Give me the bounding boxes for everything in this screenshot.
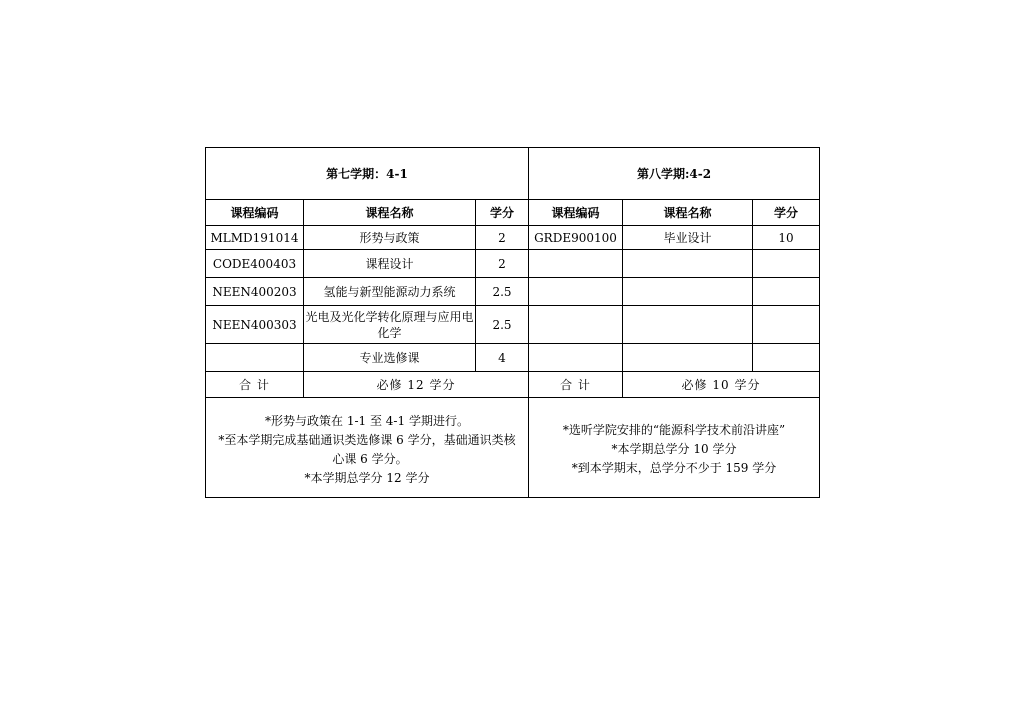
semester-7-notes (206, 398, 529, 498)
total-label: 合 计 (529, 372, 623, 398)
notes-row (206, 398, 820, 498)
course-credit: 4 (476, 344, 529, 372)
note-line: *选听学院安排的“能源科学技术前沿讲座” (562, 423, 786, 437)
col-header-name: 课程名称 (304, 200, 476, 226)
course-name (623, 344, 753, 372)
course-credit: 2.5 (476, 278, 529, 306)
course-name (623, 306, 753, 344)
semester-title-row (206, 148, 820, 200)
course-name: 毕业设计 (623, 226, 753, 250)
course-name: 课程设计 (304, 250, 476, 278)
total-label: 合 计 (206, 372, 304, 398)
course-name: 光电及光化学转化原理与应用电化学 (304, 306, 476, 344)
course-credit (753, 250, 820, 278)
course-credit (753, 306, 820, 344)
course-credit: 2.5 (476, 306, 529, 344)
table-row (206, 306, 820, 344)
col-header-name: 课程名称 (623, 200, 753, 226)
course-name: 形势与政策 (304, 226, 476, 250)
course-name (623, 278, 753, 306)
course-name: 专业选修课 (304, 344, 476, 372)
course-code (529, 344, 623, 372)
total-row (206, 372, 820, 398)
table-row (206, 344, 820, 372)
course-code: NEEN400203 (206, 278, 304, 306)
total-value: 必修 12 学分 (304, 372, 529, 398)
course-code (206, 344, 304, 372)
note-line: *到本学期末，总学分不少于 159 学分 (571, 461, 777, 475)
semester-8-notes (529, 398, 820, 498)
course-credit (753, 278, 820, 306)
course-code: MLMD191014 (206, 226, 304, 250)
course-credit (753, 344, 820, 372)
course-code (529, 306, 623, 344)
table-row (206, 226, 820, 250)
course-credit: 2 (476, 250, 529, 278)
note-line: *本学期总学分 12 学分 (304, 470, 430, 485)
col-header-credit: 学分 (476, 200, 529, 226)
note-line: *至本学期完成基础通识类选修课 6 学分，基础通识类核 (218, 432, 516, 447)
semester-8-title: 第八学期:4-2 (529, 148, 820, 200)
note-line: *本学期总学分 10 学分 (611, 442, 737, 456)
course-code: NEEN400303 (206, 306, 304, 344)
col-header-code: 课程编码 (529, 200, 623, 226)
course-name (623, 250, 753, 278)
course-code: CODE400403 (206, 250, 304, 278)
note-line: 心课 6 学分。 (332, 451, 408, 466)
course-code: GRDE900100 (529, 226, 623, 250)
curriculum-table (205, 147, 820, 498)
table-row (206, 278, 820, 306)
course-credit: 2 (476, 226, 529, 250)
course-credit: 10 (753, 226, 820, 250)
table-row (206, 250, 820, 278)
col-header-credit: 学分 (753, 200, 820, 226)
course-code (529, 250, 623, 278)
col-header-code: 课程编码 (206, 200, 304, 226)
semester-7-title: 第七学期：4-1 (206, 148, 529, 200)
course-name: 氢能与新型能源动力系统 (304, 278, 476, 306)
note-line: *形势与政策在 1-1 至 4-1 学期进行。 (265, 413, 469, 428)
column-header-row (206, 200, 820, 226)
total-value: 必修 10 学分 (623, 372, 820, 398)
course-code (529, 278, 623, 306)
